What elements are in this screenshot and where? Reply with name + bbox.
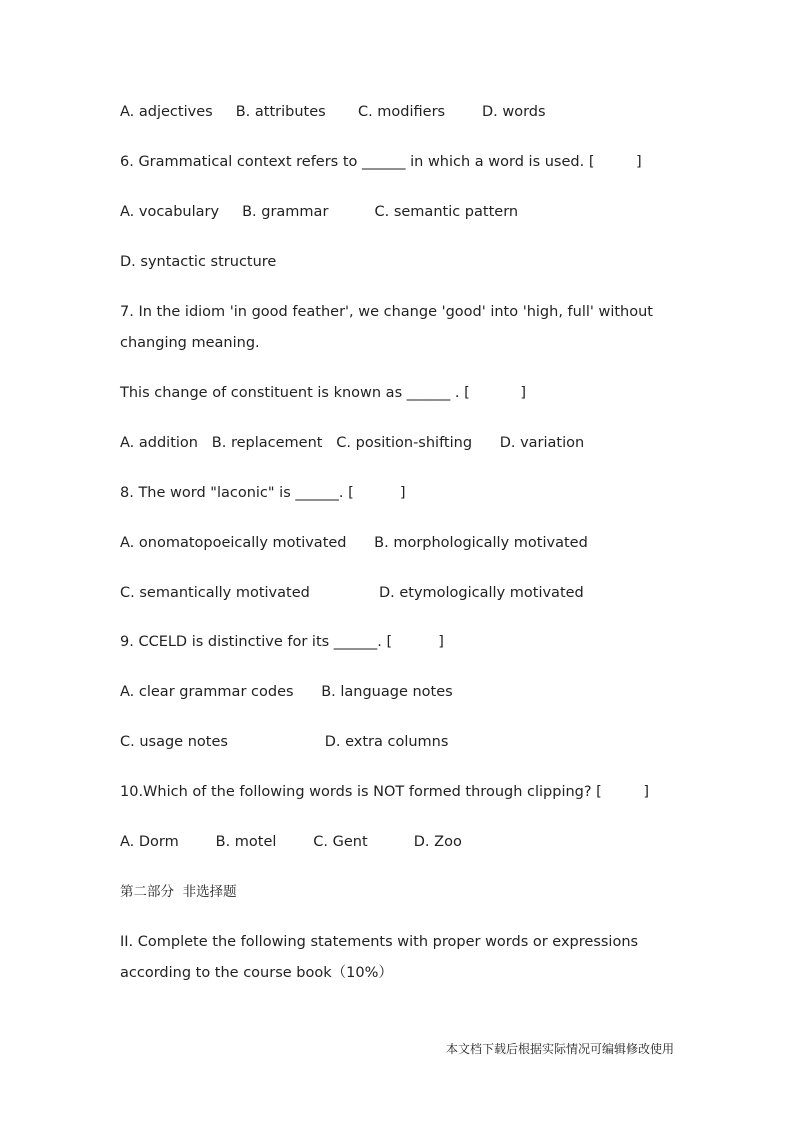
q10-options: A. Dorm B. motel C. Gent D. Zoo xyxy=(120,834,462,850)
q7-question-line-3: This change of constituent is known as ______ . [ ] xyxy=(120,385,527,401)
q6-question: 6. Grammatical context refers to ______ in which a word is used. [ ] xyxy=(120,154,642,170)
q8-options-line-1: A. onomatopoeically motivated B. morphologically motivated xyxy=(120,535,588,551)
page-footer-note: 本文档下载后根据实际情况可编辑修改使用 xyxy=(446,1042,675,1056)
part-ii-instruction-line-1: II. Complete the following statements with proper words or expressions xyxy=(120,934,639,950)
q9-options-line-1: A. clear grammar codes B. language notes xyxy=(120,684,453,700)
q6-options-line-2: D. syntactic structure xyxy=(120,254,277,270)
q9-question: 9. CCELD is distinctive for its ______. [ ] xyxy=(120,634,444,650)
q9-options-line-2: C. usage notes D. extra columns xyxy=(120,734,449,750)
q8-options-line-2: C. semantically motivated D. etymologically motivated xyxy=(120,585,584,601)
q5-options: A. adjectives B. attributes C. modifiers D. words xyxy=(120,104,546,120)
q7-question-line-1: 7. In the idiom 'in good feather', we change 'good' into 'high, full' without xyxy=(120,304,653,320)
section-heading: 第二部分 非选择题 xyxy=(120,884,237,900)
q7-question-line-2: changing meaning. xyxy=(120,335,260,351)
q7-options: A. addition B. replacement C. position-shifting D. variation xyxy=(120,435,585,451)
q10-question: 10.Which of the following words is NOT formed through clipping? [ ] xyxy=(120,784,649,800)
q8-question: 8. The word "laconic" is ______. [ ] xyxy=(120,485,406,501)
part-ii-instruction-line-2: according to the course book（10%） xyxy=(120,965,393,981)
q6-options-line-1: A. vocabulary B. grammar C. semantic pattern xyxy=(120,204,519,220)
